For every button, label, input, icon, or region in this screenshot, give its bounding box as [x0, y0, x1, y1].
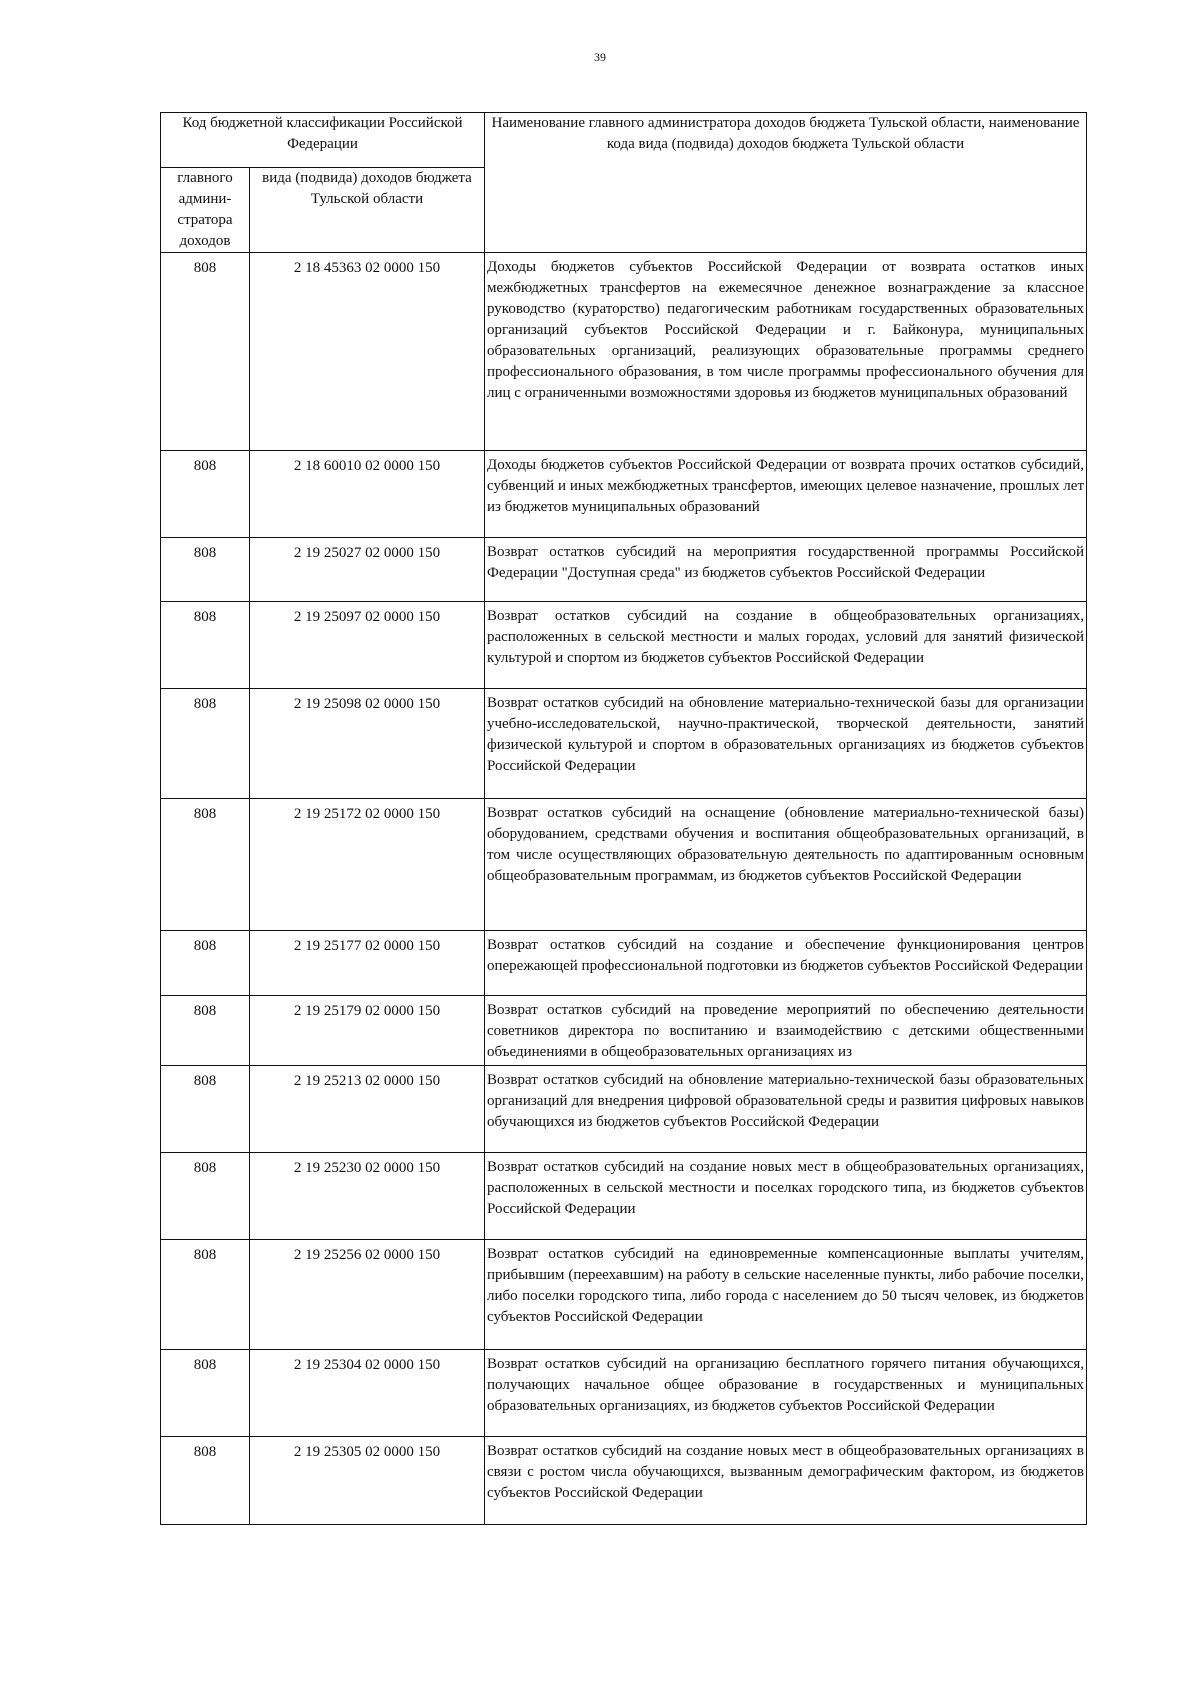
- table-row: [161, 931, 1087, 996]
- income-code-cell: 2 19 25179 02 0000 150: [250, 996, 485, 1066]
- income-name-cell: Возврат остатков субсидий на обновление материально-технической базы образовательных организаций для внедрения цифровой образовательной среды и развития цифровых навыков обучающихся из бюджетов субъектов Российской Федерации: [485, 1066, 1087, 1153]
- table-row: [161, 689, 1087, 799]
- admin-code-cell: 808: [161, 538, 250, 602]
- income-code-cell: 2 19 25304 02 0000 150: [250, 1350, 485, 1437]
- income-code-cell: 2 19 25230 02 0000 150: [250, 1153, 485, 1240]
- table-row: [161, 1240, 1087, 1350]
- admin-code-cell: 808: [161, 1066, 250, 1153]
- income-code-cell: 2 19 25213 02 0000 150: [250, 1066, 485, 1153]
- table-row: [161, 799, 1087, 931]
- income-code-cell: 2 19 25172 02 0000 150: [250, 799, 485, 931]
- admin-code-cell: 808: [161, 1240, 250, 1350]
- income-name-cell: Доходы бюджетов субъектов Российской Федерации от возврата прочих остатков субсидий, субвенций и иных межбюджетных трансфертов, имеющих целевое назначение, прошлых лет из бюджетов муниципальных образований: [485, 451, 1087, 538]
- admin-code-cell: 808: [161, 253, 250, 451]
- admin-code-cell: 808: [161, 451, 250, 538]
- table-row: [161, 996, 1087, 1066]
- income-name-cell: Доходы бюджетов субъектов Российской Федерации от возврата остатков иных межбюджетных трансфертов на ежемесячное денежное вознаграждение за классное руководство (кураторство) педагогическим работникам государственных образовательных организаций субъектов Российской Федерации и г. Байконура, муниципальных образовательных организаций, реализующих образовательные программы среднего профессионального образования, в том числе программы профессионального обучения для лиц с ограниченными возможностями здоровья из бюджетов муниципальных образований: [485, 253, 1087, 451]
- income-name-cell: Возврат остатков субсидий на обновление материально-технической базы для организации учебно-исследовательской, научно-практической, творческой деятельности, занятий физической культурой и спортом в образовательных организациях из бюджетов субъектов Российской Федерации: [485, 689, 1087, 799]
- income-name-cell: Возврат остатков субсидий на оснащение (обновление материально-технической базы) оборудованием, средствами обучения и воспитания общеобразовательных организаций, в том числе осуществляющих образовательную деятельность по адаптированным основным общеобразовательным программам, из бюджетов субъектов Российской Федерации: [485, 799, 1087, 931]
- admin-code-cell: 808: [161, 799, 250, 931]
- admin-code-cell: 808: [161, 1350, 250, 1437]
- table-row: [161, 1066, 1087, 1153]
- budget-classification-table: [160, 112, 1087, 1525]
- income-code-cell: 2 19 25098 02 0000 150: [250, 689, 485, 799]
- table-row: [161, 1437, 1087, 1525]
- income-code-cell: 2 19 25027 02 0000 150: [250, 538, 485, 602]
- table-row: [161, 451, 1087, 538]
- admin-code-cell: 808: [161, 602, 250, 689]
- admin-code-cell: 808: [161, 1437, 250, 1525]
- header-classification-code: Код бюджетной классификации Российской Федерации: [161, 113, 485, 168]
- income-name-text: Возврат остатков субсидий на проведение мероприятий по обеспечению деятельности советников директора по воспитанию и взаимодействию с детскими общественными объединениями в общеобразовательных организациях из: [487, 1002, 1084, 1060]
- income-name-cell: Возврат остатков субсидий на мероприятия государственной программы Российской Федерации "Доступная среда" из бюджетов субъектов Российской Федерации: [485, 538, 1087, 602]
- admin-code-cell: 808: [161, 996, 250, 1066]
- table-row: [161, 1350, 1087, 1437]
- income-code-cell: 2 18 60010 02 0000 150: [250, 451, 485, 538]
- admin-code-cell: 808: [161, 931, 250, 996]
- income-code-cell: 2 18 45363 02 0000 150: [250, 253, 485, 451]
- income-name-cell: Возврат остатков субсидий на создание в общеобразовательных организациях, расположенных в сельской местности и малых городах, условий для занятий физической культурой и спортом из бюджетов субъектов Российской Федерации: [485, 602, 1087, 689]
- income-code-cell: 2 19 25256 02 0000 150: [250, 1240, 485, 1350]
- income-name-cell: Возврат остатков субсидий на создание новых мест в общеобразовательных организациях в связи с ростом числа обучающихся, вызванным демографическим фактором, из бюджетов субъектов Российской Федерации: [485, 1437, 1087, 1525]
- table-row: [161, 538, 1087, 602]
- table-row: [161, 1153, 1087, 1240]
- admin-code-cell: 808: [161, 1153, 250, 1240]
- header-admin-code: главного админи-стратора доходов: [161, 168, 250, 253]
- income-name-cell: Возврат остатков субсидий на создание новых мест в общеобразовательных организациях, расположенных в сельской местности и поселках городского типа, из бюджетов субъектов Российской Федерации: [485, 1153, 1087, 1240]
- admin-code-cell: 808: [161, 689, 250, 799]
- income-name-cell: Возврат остатков субсидий на организацию бесплатного горячего питания обучающихся, получающих начальное общее образование в государственных и муниципальных образовательных организациях, из бюджетов субъектов Российской Федерации: [485, 1350, 1087, 1437]
- page-number: 39: [594, 50, 606, 64]
- header-income-type-code: вида (подвида) доходов бюджета Тульской области: [250, 168, 485, 253]
- income-code-cell: 2 19 25097 02 0000 150: [250, 602, 485, 689]
- income-name-cell: Возврат остатков субсидий на создание и обеспечение функционирования центров опережающей профессиональной подготовки из бюджетов субъектов Российской Федерации: [485, 931, 1087, 996]
- income-code-cell: 2 19 25177 02 0000 150: [250, 931, 485, 996]
- table-row: [161, 602, 1087, 689]
- income-code-cell: 2 19 25305 02 0000 150: [250, 1437, 485, 1525]
- table-row: [161, 253, 1087, 451]
- income-name-cell: Возврат остатков субсидий на единовременные компенсационные выплаты учителям, прибывшим (переехавшим) на работу в сельские населенные пункты, либо рабочие поселки, либо поселки городского типа, либо города с населением до 50 тысяч человек, из бюджетов субъектов Российской Федерации: [485, 1240, 1087, 1350]
- table-header-row: [161, 113, 1087, 168]
- income-name-cell: [485, 996, 1087, 1066]
- header-administrator-name: Наименование главного администратора доходов бюджета Тульской области, наименование кода вида (подвида) доходов бюджета Тульской области: [485, 113, 1087, 253]
